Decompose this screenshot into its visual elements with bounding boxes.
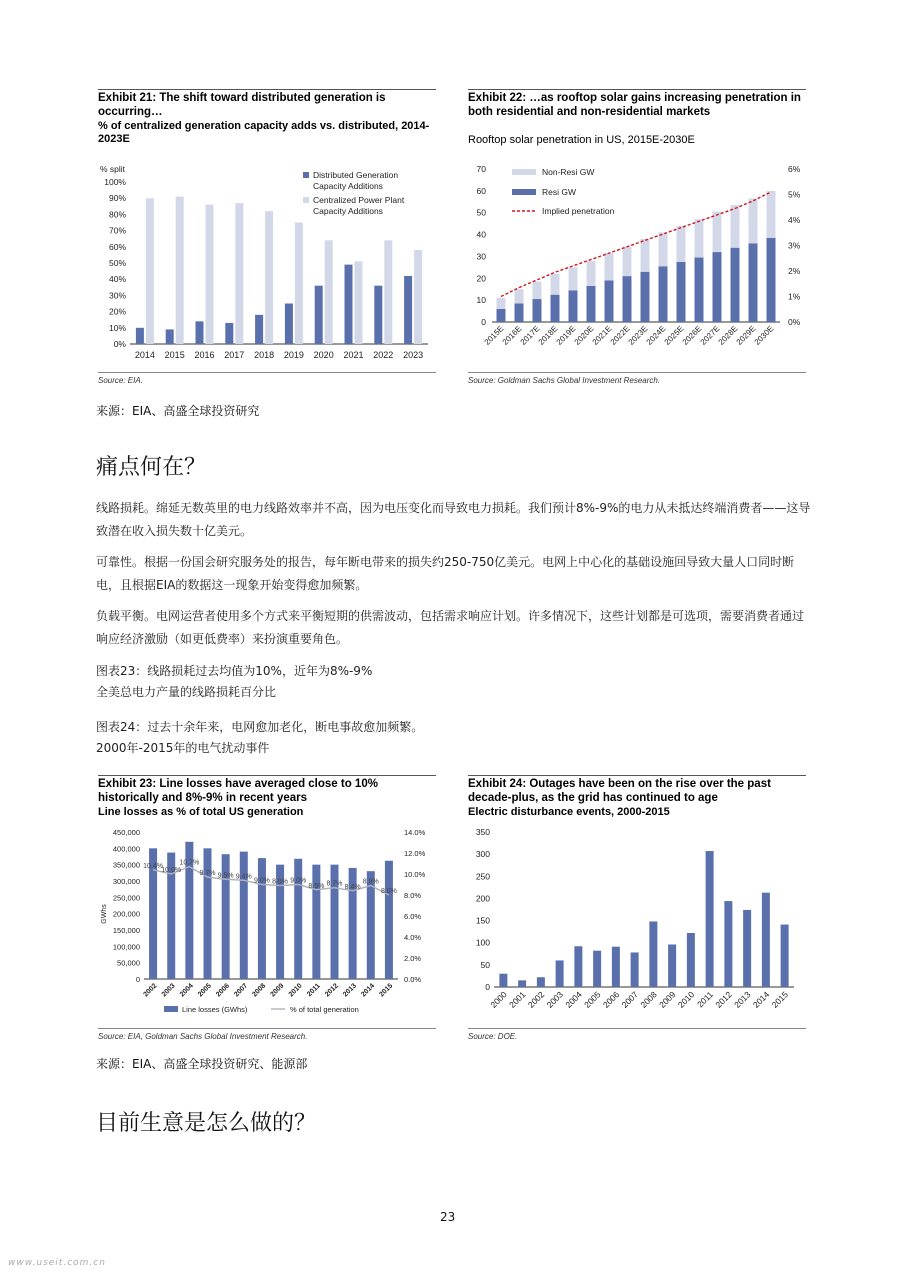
exhibit24-source: Source: DOE. — [468, 1032, 518, 1041]
y-right-tick-label: 6% — [788, 164, 801, 174]
x-tick-label: 2002 — [525, 989, 547, 1010]
bar-centralized — [206, 205, 214, 344]
bar-disturbance-events — [781, 925, 789, 987]
figure23-subcaption: 全美总电力产量的线路损耗百分比 — [96, 685, 277, 699]
x-tick-label: 2004 — [563, 989, 584, 1010]
exhibit24-title: Exhibit 24: Outages have been on the rise over the past decade-plus, as the grid has continued to age — [468, 778, 771, 804]
y-right-tick-label: 2.0% — [404, 954, 422, 963]
x-tick-label: 2015 — [769, 989, 791, 1010]
y-left-tick-label: 60 — [476, 185, 486, 196]
bar-disturbance-events — [574, 946, 582, 987]
y-tick-label: 40% — [108, 274, 126, 285]
x-tick-label: 2003 — [160, 982, 177, 999]
x-tick-label: 2027E — [698, 324, 722, 347]
x-tick-label: 2014 — [134, 350, 155, 360]
x-tick-label: 2012 — [713, 989, 734, 1010]
x-tick-label: 2009 — [657, 989, 678, 1010]
y-left-tick-label: 0 — [481, 317, 486, 327]
bar-line-losses — [385, 861, 393, 979]
bar-distributed — [136, 328, 144, 344]
exhibit24-top-rule — [468, 775, 806, 776]
exhibit24-bottom-rule — [468, 1028, 806, 1029]
y-left-tick-label: 100,000 — [112, 942, 140, 952]
legend-label-centralized-1: Centralized Power Plant — [313, 195, 405, 205]
y-tick-label: 200 — [475, 893, 490, 904]
bar-disturbance-events — [556, 960, 564, 987]
bar-resi — [641, 272, 650, 322]
y-right-tick-label: 4% — [788, 215, 801, 225]
bar-non-resi — [641, 239, 650, 272]
bar-resi — [569, 290, 578, 322]
y-right-tick-label: 12.0% — [404, 849, 426, 858]
exhibit24-chart — [466, 822, 808, 1026]
y-tick-label: 300 — [475, 849, 490, 860]
y-left-tick-label: 450,000 — [112, 828, 140, 837]
x-tick-label: 2015 — [164, 350, 185, 360]
exhibit23-source: Source: EIA, Goldman Sachs Global Investment Research. — [98, 1032, 308, 1041]
figure24-subcaption: 2000年-2015年的电气扰动事件 — [96, 741, 270, 755]
y-left-tick-label: 40 — [476, 229, 486, 240]
x-tick-label: 2013 — [342, 982, 359, 999]
data-label: 9.4% — [235, 873, 252, 881]
exhibit22-chart — [466, 158, 808, 370]
bar-centralized — [325, 240, 333, 344]
bar-resi — [749, 243, 758, 322]
y-right-tick-label: 1% — [788, 291, 801, 302]
bar-distributed — [315, 286, 323, 344]
y-right-tick-label: 4.0% — [404, 933, 422, 942]
bar-distributed — [285, 304, 293, 345]
bar-disturbance-events — [762, 893, 770, 987]
bar-centralized — [295, 223, 303, 345]
data-label: 8.4% — [344, 883, 361, 891]
x-tick-label: 2010 — [675, 989, 697, 1010]
bar-resi — [551, 295, 560, 322]
x-tick-label: 2030E — [752, 324, 776, 347]
bar-line-losses — [204, 848, 212, 979]
paragraph-load-balancing: 负载平衡。电网运营者使用多个方式来平衡短期的供需波动，包括需求响应计划。许多情况下，这些计划都是可选项，需要消费者通过响应经济激励（如更低费率）来扮演重要角色。 — [96, 609, 805, 646]
x-tick-label: 2026E — [680, 324, 704, 347]
y-left-tick-label: 0 — [135, 975, 140, 984]
x-tick-label: 2011 — [306, 982, 322, 999]
bar-centralized — [235, 203, 243, 344]
x-tick-label: 2006 — [215, 982, 232, 999]
x-tick-label: 2002 — [142, 982, 159, 999]
x-tick-label: 2019E — [554, 324, 578, 347]
bar-resi — [695, 258, 704, 322]
bar-resi — [497, 309, 506, 322]
exhibit23-top-rule — [98, 775, 436, 776]
y-tick-label: 350 — [475, 827, 490, 837]
bar-distributed — [225, 323, 233, 344]
exhibit23-chart — [96, 822, 438, 1026]
y-left-tick-label: 400,000 — [112, 844, 140, 854]
y-tick-label: 250 — [475, 871, 490, 882]
paragraph-line-losses: 线路损耗。绵延无数英里的电力线路效率并不高，因为电压变化而导致电力损耗。我们预计8%-9%的电力从未抵达终端消费者——这导致潜在收入损失数十亿美元。 — [96, 501, 811, 538]
bar-non-resi — [551, 274, 560, 295]
x-tick-label: 2017 — [224, 350, 245, 360]
y-tick-label: 50% — [108, 258, 126, 268]
bar-centralized — [146, 198, 154, 344]
y-tick-label: 20% — [108, 306, 126, 317]
y-left-tick-label: 20 — [476, 273, 486, 284]
x-tick-label: 2025E — [662, 324, 686, 347]
legend-label-resi: Resi GW — [542, 187, 576, 197]
bar-distributed — [374, 286, 382, 344]
x-tick-label: 2013 — [732, 989, 753, 1010]
y-tick-label: 0% — [113, 339, 126, 349]
exhibit23-subtitle: Line losses as % of total US generation — [98, 806, 304, 818]
x-tick-label: 2003 — [544, 989, 566, 1010]
y-left-tick-label: 50,000 — [117, 958, 140, 968]
data-label: 8.5% — [308, 882, 325, 890]
exhibit22-bottom-rule — [468, 372, 806, 373]
paragraph-reliability: 可靠性。根据一份国会研究服务处的报告，每年断电带来的损失约250-750亿美元。电网上中心化的基础设施回导致大量人口同时断电，且根据EIA的数据这一现象开始变得愈加频繁。 — [96, 555, 795, 592]
y-right-tick-label: 14.0% — [404, 828, 426, 837]
y-axis-label: GWhs — [101, 904, 108, 924]
exhibit23-bottom-rule — [98, 1028, 436, 1029]
y-left-tick-label: 200,000 — [112, 909, 140, 919]
exhibit22-source: Source: Goldman Sachs Global Investment Research. — [468, 376, 661, 385]
y-left-tick-label: 30 — [476, 251, 486, 262]
bar-resi — [605, 280, 614, 322]
exhibit21-bottom-rule — [98, 372, 436, 373]
bar-non-resi — [695, 219, 704, 257]
bar-non-resi — [515, 289, 524, 303]
y-right-tick-label: 8.0% — [404, 891, 422, 900]
legend-swatch-centralized — [303, 197, 309, 203]
x-tick-label: 2016E — [500, 324, 524, 347]
bar-distributed — [404, 276, 412, 344]
legend-swatch-resi — [512, 189, 536, 195]
x-tick-label: 2017E — [518, 324, 542, 347]
bar-resi — [731, 248, 740, 322]
bar-resi — [515, 303, 524, 322]
bar-non-resi — [767, 191, 776, 238]
exhibit23-title: Exhibit 23: Line losses have averaged close to 10% historically and 8%-9% in recent years — [98, 778, 378, 804]
y-tick-label: 30% — [108, 290, 126, 301]
bar-line-losses — [258, 858, 266, 979]
bar-disturbance-events — [724, 901, 732, 987]
bar-centralized — [265, 211, 273, 344]
y-tick-label: 10% — [108, 322, 126, 333]
bar-disturbance-events — [649, 921, 657, 987]
bar-centralized — [384, 240, 392, 344]
bar-line-losses — [240, 852, 248, 979]
y-tick-label: 100 — [475, 937, 490, 948]
exhibit21-chart — [96, 158, 438, 370]
legend-label-line-losses: Line losses (GWhs) — [182, 1005, 248, 1014]
legend-swatch-distributed — [303, 172, 309, 178]
data-label: 9.0% — [253, 877, 270, 885]
bar-resi — [659, 266, 668, 322]
y-left-tick-label: 250,000 — [112, 893, 140, 903]
x-tick-label: 2005 — [196, 982, 213, 999]
watermark: www.useit.com.cn — [8, 1258, 106, 1268]
y-tick-label: 70% — [108, 225, 126, 236]
y-left-tick-label: 50 — [476, 207, 486, 218]
x-tick-label: 2028E — [716, 324, 740, 347]
data-label: 8.9% — [272, 878, 289, 886]
y-left-tick-label: 150,000 — [112, 926, 140, 935]
legend-label-distributed-2: Capacity Additions — [313, 181, 383, 191]
legend-label-implied: Implied penetration — [542, 206, 615, 216]
data-label: 8.9% — [362, 878, 379, 886]
x-tick-label: 2024E — [644, 324, 668, 347]
y-tick-label: 80% — [108, 209, 126, 220]
y-right-tick-label: 2% — [788, 266, 801, 276]
x-tick-label: 2016 — [194, 350, 215, 360]
bar-resi — [713, 252, 722, 322]
bar-non-resi — [569, 267, 578, 290]
caption-source-1: 来源：EIA、高盛全球投资研究 — [96, 404, 260, 418]
bar-centralized — [355, 261, 363, 344]
bar-disturbance-events — [631, 952, 639, 987]
exhibit22-title: Exhibit 22: …as rooftop solar gains increasing penetration in both residential and non-residential markets — [468, 92, 801, 118]
bar-disturbance-events — [612, 947, 620, 987]
bar-disturbance-events — [499, 974, 507, 987]
bar-resi — [677, 262, 686, 322]
x-tick-label: 2007 — [233, 982, 250, 999]
bar-non-resi — [677, 226, 686, 262]
x-tick-label: 2022 — [373, 350, 394, 360]
x-tick-label: 2018E — [536, 324, 560, 347]
data-label: 9.0% — [290, 877, 307, 885]
legend-swatch-non-resi — [512, 169, 536, 175]
bar-disturbance-events — [668, 944, 676, 987]
y-tick-label: 100% — [104, 177, 126, 187]
bar-disturbance-events — [743, 910, 751, 987]
y-tick-label: 60% — [108, 241, 126, 252]
data-label: 8.0% — [380, 888, 397, 895]
y-right-tick-label: 3% — [788, 240, 801, 251]
bar-disturbance-events — [537, 977, 545, 987]
legend-label-non-resi: Non-Resi GW — [542, 167, 595, 177]
bar-resi — [587, 286, 596, 322]
x-tick-label: 2014 — [750, 989, 772, 1010]
data-label: 10.7% — [179, 859, 200, 867]
bar-non-resi — [587, 261, 596, 286]
legend-swatch-line-losses — [164, 1006, 178, 1012]
x-tick-label: 2029E — [734, 324, 758, 347]
bar-distributed — [345, 265, 353, 344]
x-tick-label: 2009 — [269, 982, 286, 999]
x-tick-label: 2011 — [695, 989, 716, 1010]
x-tick-label: 2023E — [626, 324, 650, 347]
x-tick-label: 2023 — [403, 350, 424, 360]
bar-resi — [623, 276, 632, 322]
bar-disturbance-events — [687, 933, 695, 987]
y-tick-label: 0 — [485, 982, 490, 992]
x-tick-label: 2020 — [313, 350, 334, 360]
y-tick-label: 90% — [108, 193, 126, 204]
exhibit22-subtitle: Rooftop solar penetration in US, 2015E-2030E — [468, 134, 695, 146]
exhibit21-subtitle: % of centralized generation capacity adds vs. distributed, 2014-2023E — [98, 120, 430, 145]
page-number: 23 — [440, 1210, 456, 1224]
legend-label-distributed-1: Distributed Generation — [313, 170, 399, 180]
y-right-tick-label: 0.0% — [404, 975, 422, 984]
y-right-tick-label: 5% — [788, 189, 801, 200]
bar-resi — [533, 299, 542, 322]
x-tick-label: 2015 — [378, 982, 395, 999]
y-left-tick-label: 350,000 — [112, 860, 140, 870]
bar-centralized — [414, 250, 422, 344]
exhibit21-title: Exhibit 21: The shift toward distributed generation is occurring… — [98, 92, 386, 118]
x-tick-label: 2001 — [507, 989, 528, 1010]
bar-disturbance-events — [706, 851, 714, 987]
exhibit21-source: Source: EIA. — [98, 376, 143, 385]
bar-centralized — [176, 197, 184, 344]
y-left-tick-label: 70 — [476, 164, 486, 174]
caption-source-2: 来源：EIA、高盛全球投资研究、能源部 — [96, 1057, 308, 1071]
bar-non-resi — [749, 199, 758, 244]
bar-distributed — [196, 321, 204, 344]
x-tick-label: 2018 — [254, 350, 275, 360]
heading-current-business: 目前生意是怎么做的？ — [96, 1111, 317, 1136]
x-tick-label: 2012 — [323, 982, 340, 999]
exhibit24-subtitle: Electric disturbance events, 2000-2015 — [468, 806, 670, 818]
y-left-tick-label: 10 — [476, 295, 486, 306]
y-axis-label: % split — [100, 164, 126, 174]
y-right-tick-label: 0% — [788, 317, 801, 327]
exhibit22-top-rule — [468, 89, 806, 90]
bar-disturbance-events — [593, 951, 601, 987]
data-label: 10.4% — [143, 862, 164, 870]
x-tick-label: 2004 — [178, 982, 195, 999]
x-tick-label: 2007 — [619, 989, 641, 1010]
data-label: 10.0% — [161, 867, 182, 874]
x-tick-label: 2015E — [482, 324, 506, 347]
figure24-caption: 图表24：过去十余年来，电网愈加老化，断电事故愈加频繁。 — [96, 720, 424, 734]
bar-resi — [767, 238, 776, 322]
legend-label-pct: % of total generation — [290, 1005, 359, 1014]
bar-non-resi — [623, 247, 632, 277]
exhibit21-top-rule — [98, 89, 436, 90]
y-right-tick-label: 6.0% — [404, 912, 422, 921]
x-tick-label: 2010 — [287, 982, 304, 999]
x-tick-label: 2008 — [251, 982, 268, 999]
data-label: 8.7% — [326, 880, 343, 888]
data-label: 9.7% — [199, 870, 216, 878]
y-right-tick-label: 10.0% — [404, 870, 426, 879]
x-tick-label: 2020E — [572, 324, 596, 347]
heading-pain-points: 痛点何在？ — [96, 455, 207, 480]
y-left-tick-label: 300,000 — [112, 877, 140, 886]
x-tick-label: 2014 — [360, 982, 377, 999]
x-tick-label: 2019 — [283, 350, 304, 360]
x-tick-label: 2022E — [608, 324, 632, 347]
x-tick-label: 2021 — [343, 350, 364, 360]
bar-non-resi — [713, 212, 722, 252]
y-tick-label: 150 — [475, 915, 490, 926]
bar-distributed — [166, 329, 174, 344]
legend-label-centralized-2: Capacity Additions — [313, 206, 383, 216]
x-tick-label: 2021E — [590, 324, 614, 347]
bar-non-resi — [659, 232, 668, 266]
bar-non-resi — [497, 298, 506, 309]
bar-non-resi — [605, 253, 614, 280]
bar-distributed — [255, 315, 263, 344]
x-tick-label: 2000 — [488, 989, 509, 1010]
data-label: 9.5% — [217, 872, 234, 880]
bar-non-resi — [533, 282, 542, 299]
bar-non-resi — [731, 205, 740, 248]
y-tick-label: 50 — [480, 959, 490, 970]
x-tick-label: 2005 — [582, 989, 603, 1010]
x-tick-label: 2006 — [600, 989, 622, 1010]
bar-disturbance-events — [518, 980, 526, 987]
x-tick-label: 2008 — [638, 989, 659, 1010]
figure23-caption: 图表23：线路损耗过去均值为10%，近年为8%-9% — [96, 664, 373, 678]
